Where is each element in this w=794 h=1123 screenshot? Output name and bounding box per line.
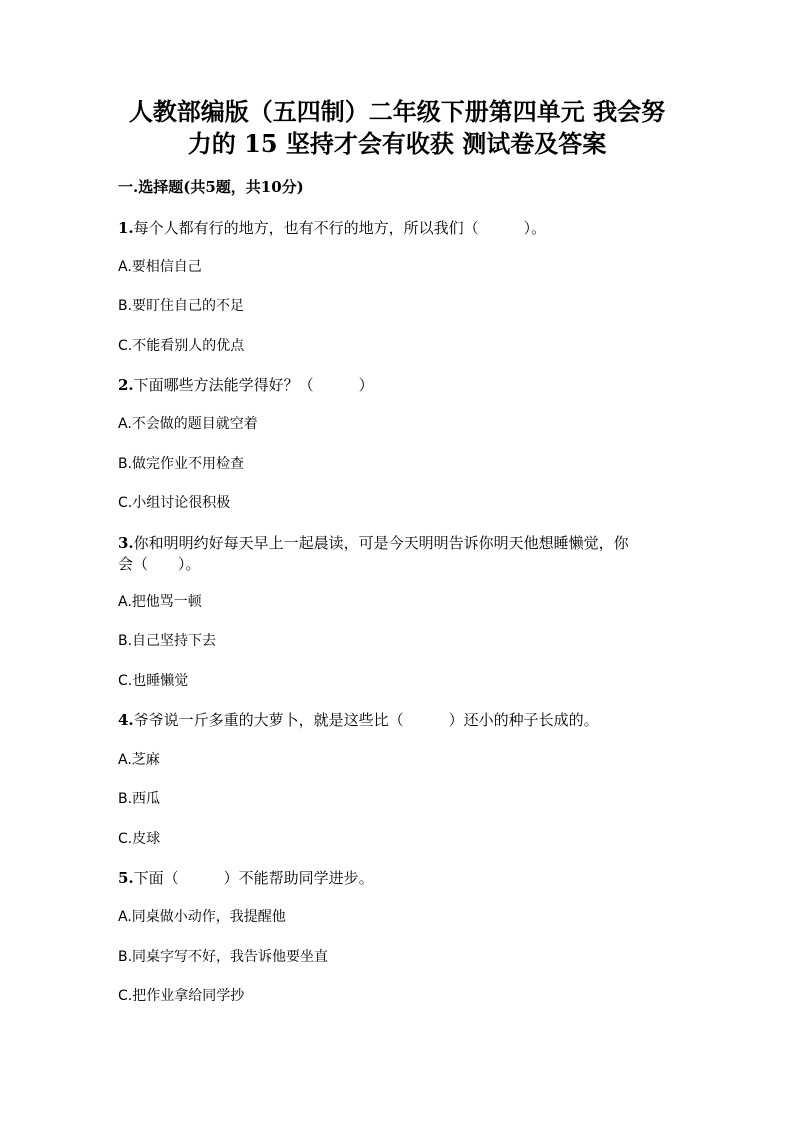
question-5-stem [118, 868, 374, 888]
question-number: 5. [118, 869, 134, 887]
question-text: 每个人都有行的地方，也有不行的地方，所以我们（ ）。 [133, 219, 547, 237]
question-2-option-c: C.小组讨论很积极 [118, 495, 231, 511]
question-text: 你和明明约好每天早上一起晨读，可是今天明明告诉你明天他想睡懒觉，你 [133, 534, 629, 552]
question-number: 3. [118, 534, 134, 552]
question-4-option-b: B.西瓜 [118, 791, 161, 807]
question-1-stem [118, 218, 546, 238]
question-4-option-a: A.芝麻 [118, 752, 160, 768]
question-text: 爷爷说一斤多重的大萝卜，就是这些比（ ）还小的种子长成的。 [133, 711, 599, 729]
question-4-stem [118, 710, 599, 730]
question-number: 2. [118, 376, 134, 394]
question-text: 下面哪些方法能学得好？（ ） [133, 376, 374, 394]
question-3-option-a: A.把他骂一顿 [118, 594, 202, 610]
question-number: 1. [118, 219, 134, 237]
question-2-stem [118, 375, 374, 395]
question-text: 下面（ ）不能帮助同学进步。 [133, 869, 374, 887]
question-2-option-a: A.不会做的题目就空着 [118, 416, 258, 432]
question-3-stem-continued: 会（ ）。 [118, 555, 201, 573]
section-heading: 一.选择题(共5题，共10分) [118, 178, 304, 196]
title-line-1: 人教部编版（五四制）二年级下册第四单元 我会努 [128, 97, 666, 126]
document-title [100, 96, 694, 160]
question-1-option-c: C.不能看别人的优点 [118, 338, 245, 354]
question-2-option-b: B.做完作业不用检查 [118, 456, 245, 472]
question-number: 4. [118, 711, 134, 729]
question-5-option-b: B.同桌字写不好，我告诉他要坐直 [118, 949, 329, 965]
question-3-stem [118, 533, 629, 553]
question-5-option-a: A.同桌做小动作，我提醒他 [118, 909, 286, 925]
question-1-option-b: B.要盯住自己的不足 [118, 298, 245, 314]
title-line-2: 力的 15 坚持才会有收获 测试卷及答案 [187, 129, 607, 158]
question-5-option-c: C.把作业拿给同学抄 [118, 988, 245, 1004]
question-3-option-b: B.自己坚持下去 [118, 633, 217, 649]
question-1-option-a: A.要相信自己 [118, 259, 202, 275]
question-3-option-c: C.也睡懒觉 [118, 673, 189, 689]
question-4-option-c: C.皮球 [118, 831, 161, 847]
